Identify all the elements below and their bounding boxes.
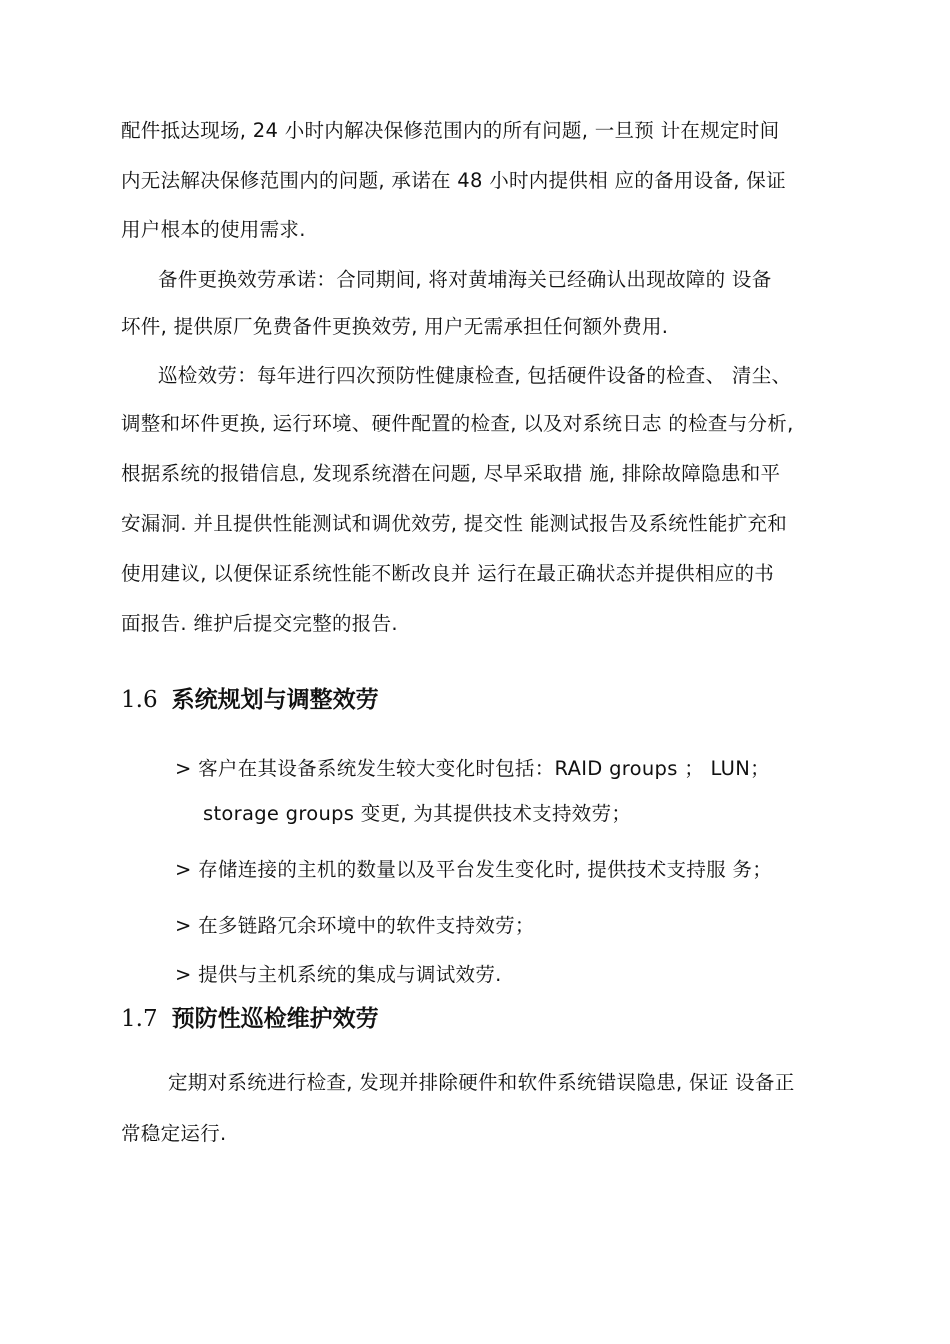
section-number: 1.6 [121, 687, 158, 713]
paragraph-line: 调整和坏件更换, 运行环境、硬件配置的检查, 以及对系统日志 的检查与分析, [121, 412, 794, 435]
bullet-item: > 在多链路冗余环境中的软件支持效劳； [175, 914, 535, 937]
paragraph-line: 坏件, 提供原厂免费备件更换效劳, 用户无需承担任何额外费用. [121, 315, 669, 338]
paragraph-line: 配件抵达现场, 24 小时内解决保修范围内的所有问题, 一旦预 计在规定时间 [121, 119, 780, 142]
paragraph-line: 巡检效劳：每年进行四次预防性健康检查, 包括硬件设备的检查、 清尘、 [158, 364, 792, 387]
section-title: 预防性巡检维护效劳 [171, 1006, 379, 1032]
paragraph-line: 面报告. 维护后提交完整的报告. [121, 612, 398, 635]
bullet-item: > 客户在其设备系统发生较大变化时包括：RAID groups ； LUN； [175, 757, 770, 780]
paragraph-line: 用户根本的使用需求. [121, 218, 306, 241]
paragraph-line: 定期对系统进行检查, 发现并排除硬件和软件系统错误隐患, 保证 设备正 [168, 1071, 795, 1094]
section-heading-1-6 [121, 684, 379, 716]
bullet-item: > 提供与主机系统的集成与调试效劳. [175, 963, 502, 986]
paragraph-line: 安漏洞. 并且提供性能测试和调优效劳, 提交性 能测试报告及系统性能扩充和 [121, 512, 788, 535]
section-heading-1-7 [121, 1003, 379, 1035]
paragraph-line: 根据系统的报错信息, 发现系统潜在问题, 尽早采取措 施, 排除故障隐患和平 [121, 462, 781, 485]
paragraph-line: 使用建议, 以便保证系统性能不断改良并 运行在最正确状态并提供相应的书 [121, 562, 775, 585]
paragraph-line: 常稳定运行. [121, 1122, 227, 1145]
paragraph-line: 备件更换效劳承诺：合同期间, 将对黄埔海关已经确认出现故障的 设备 [158, 268, 772, 291]
bullet-item-continuation: storage groups 变更, 为其提供技术支持效劳； [203, 802, 632, 825]
paragraph-line: 内无法解决保修范围内的问题, 承诺在 48 小时内提供相 应的备用设备, 保证 [121, 169, 786, 192]
section-number: 1.7 [121, 1006, 158, 1032]
bullet-item: > 存储连接的主机的数量以及平台发生变化时, 提供技术支持服 务； [175, 858, 773, 881]
section-title: 系统规划与调整效劳 [171, 687, 379, 713]
